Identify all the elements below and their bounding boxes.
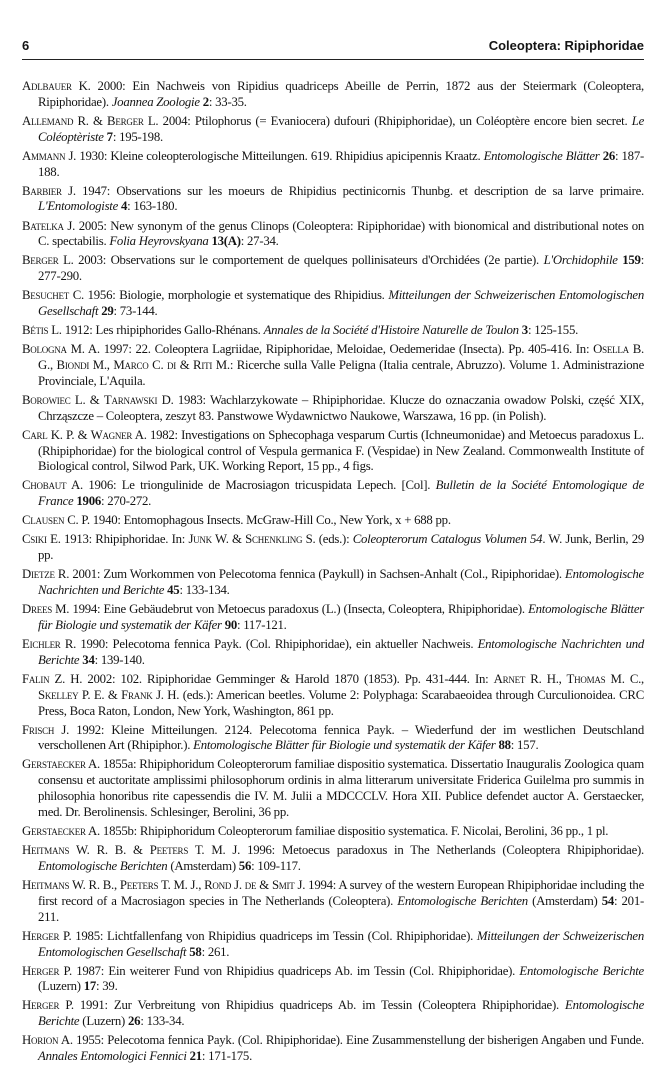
reference-entry xyxy=(22,567,644,599)
reference-text: (eds.): xyxy=(315,532,353,547)
reference-entry xyxy=(22,219,644,251)
author-name: Adlbauer K. xyxy=(22,79,91,93)
journal-title: Joannea Zoologie xyxy=(111,94,203,109)
reference-entry xyxy=(22,637,644,669)
reference-text: 1913: Rhipiphoridae. In: xyxy=(60,532,189,547)
reference-text: 1982: Investigations on Sphecophaga vesparum Curtis (Ichneumonidae) and Metoecus paradoxus L. (Rhipiphoridae) for the biological control of Vespula germanica F. (Vespidae) in New Zealand. Commonwealth Institute of Biological control, Silwod Park, UK. Working Report, 15 pp., 4 figs. xyxy=(38,427,644,474)
journal-title: Entomologische Berichte xyxy=(38,998,645,1029)
author-name: Horion A. xyxy=(22,1033,73,1048)
reference-text: : 133-134. xyxy=(179,583,230,598)
volume-number: 34 xyxy=(82,652,95,667)
reference-text: : 139-140. xyxy=(94,652,145,667)
reference-text: . W. Junk, Berlin, 29 pp. xyxy=(38,532,644,563)
author-name: Frisch J. xyxy=(22,722,70,737)
author-name: Eichler R. xyxy=(22,637,77,651)
reference-text: : 39. xyxy=(96,979,118,994)
author-name: Arnet R. H., Thomas M. C., Skelley P. E. xyxy=(38,671,645,702)
reference-text: : Ricerche sulla Valle Peligna (Italia centrale, Abruzzo). Volume 1. Administrazione Provinciale, L'Aquila. xyxy=(38,358,644,388)
reference-entry xyxy=(22,79,644,111)
reference-text: 1983: Wachlarzykowate – Rhipiphoridae. Klucze do oznaczania owadow Polski, część XIX, Chrząszcze – Coleoptera, zeszyt 83. Panstwowe Wydawnictwo Naukowe, Warszawa, 16 pp. (in Polish). xyxy=(38,392,644,423)
reference-text: (Luzern) xyxy=(38,979,84,994)
author-name: Berger L. xyxy=(22,253,74,268)
journal-title: Entomologische Berichten xyxy=(397,893,528,908)
volume-number: 29 xyxy=(101,304,114,319)
author-name: Wagner A. xyxy=(90,427,147,442)
author-name: Heitmans W. R. B., Peeters T. M. J., Rond J. de xyxy=(22,877,257,892)
author-name: Falin Z. H. xyxy=(22,671,83,686)
reference-text: : 27-34. xyxy=(240,234,279,249)
reference-text: : 125-155. xyxy=(527,323,579,338)
reference-text: & xyxy=(74,427,91,442)
volume-number: 88 xyxy=(498,738,511,753)
reference-entry xyxy=(22,602,644,634)
author-name: Herger P. xyxy=(22,963,72,978)
reference-text: & xyxy=(256,877,272,892)
reference-text: : 73-144. xyxy=(113,304,158,319)
reference-text: 1855a: Rhipiphoridum Coleopterorum familiae dispositio systematica. Dissertatio Inauguralis Zoologica quam consensu et auctoritate amplissimi philosophorum ordinis in alma litterarum universitate Friderica Guilelma pro summis in philosophia honoribus rite capessendis die IV. M. Julii a MDCCCLV. Hora XII. Publice defendet auctor A. Gerstaecker, med. Dr. Berolinensis. Schlesinger, Berolini, 36 pp. xyxy=(38,757,644,819)
journal-title: Entomologische Blätter für Biologie und systematik der Käfer xyxy=(193,738,499,753)
reference-text: 1930: Kleine coleopterologische Mitteilungen. 619. Rhipidius apicipennis Kraatz. xyxy=(76,148,484,163)
author-name: Herger P. xyxy=(22,998,74,1013)
reference-text: 1906: Le triongulinide de Macrosiagon tricuspidata Lepech. [Col]. xyxy=(82,478,436,493)
reference-text: 2001: Zum Workommen von Pelecotoma fennica (Paykull) in Sachsen-Anhalt (Col., Ripiphoridae). xyxy=(69,567,566,582)
reference-entry xyxy=(22,342,644,390)
reference-entry xyxy=(22,288,644,320)
author-name: Bologna M. A. xyxy=(22,342,100,357)
reference-text: 1956: Biologie, morphologie et systematique des Rhipidius. xyxy=(83,288,389,303)
reference-text: 2005: New synonym of the genus Clinops (Coleoptera: Ripiphoridae) with bionomical and distributional notes on C. spectabilis. xyxy=(38,218,644,249)
journal-title: Mitteilungen der Schweizerischen Entomologischen Gesellschaft xyxy=(38,288,644,319)
journal-title: Entomologische Blätter xyxy=(483,148,603,163)
volume-number: 54 xyxy=(601,893,615,908)
reference-text: : 33-35. xyxy=(208,94,247,109)
reference-text: : 187-188. xyxy=(38,148,644,179)
reference-text: 1992: Kleine Mitteilungen. 2124. Pelecotoma fennica Payk. – Wiederfund der im westlichen Deutschland verschollenen Art (Rhipiphor.). xyxy=(38,722,644,753)
running-title: Coleoptera: Ripiphoridae xyxy=(488,38,644,53)
author-name: Herger P. xyxy=(22,928,72,943)
reference-text: & xyxy=(176,358,194,372)
volume-number: 56 xyxy=(238,858,252,873)
author-name: Allemand R. xyxy=(22,113,89,128)
reference-entry xyxy=(22,757,644,820)
author-name: Besuchet C. xyxy=(22,288,84,303)
author-name: Schenkling S. xyxy=(245,532,316,547)
volume-number: 4 xyxy=(121,199,128,214)
reference-text: : 163-180. xyxy=(127,199,178,214)
reference-entry xyxy=(22,428,644,476)
volume-number: 26 xyxy=(128,1014,141,1029)
volume-number: 1906 xyxy=(76,494,101,509)
reference-text: : 109-117. xyxy=(251,858,301,873)
reference-text: : 270-272. xyxy=(101,494,152,509)
reference-text: (Luzern) xyxy=(79,1014,129,1029)
journal-title: Mitteilungen der Schweizerischen Entomologischen Gesellschaft xyxy=(38,928,644,959)
author-name: Junk W. xyxy=(188,532,229,547)
page-number: 6 xyxy=(22,38,30,53)
volume-number: 7 xyxy=(106,129,113,144)
volume-number: 21 xyxy=(189,1049,202,1064)
author-name: Barbier J. xyxy=(22,183,76,198)
reference-text: : 157. xyxy=(510,738,539,753)
reference-text: (Amsterdam) xyxy=(527,893,602,908)
journal-title: Annales de la Société d'Histoire Naturelle de Toulon xyxy=(263,323,522,338)
journal-title: Entomologische Berichte xyxy=(519,963,644,978)
reference-entry xyxy=(22,998,644,1030)
volume-number: 2 xyxy=(202,94,209,109)
journal-title: Folia Heyrovskyana xyxy=(109,234,212,249)
reference-text: 1947: Observations sur les moeurs de Rhipidius pectinicornis Thunbg. et description de sa larve primaire. xyxy=(75,183,645,198)
reference-entry xyxy=(22,114,644,146)
reference-text: 2004: Ptilophorus (= Evaniocera) dufouri (Rhipiphoridae), un Coléoptère encore bien secret. xyxy=(158,113,632,128)
journal-title: Entomologische Nachrichten und Berichte xyxy=(38,637,645,667)
author-name: Drees M. xyxy=(22,602,70,617)
reference-text: 1991: Zur Verbreitung von Rhipidius quadriceps Ab. im Tessin (Coleoptera Rhipiphoridae). xyxy=(73,998,566,1013)
reference-text: 2003: Observations sur le comportement de quelques pollinisateurs d'Orchidées (2e partie). xyxy=(73,253,544,268)
author-name: Frank J. H. xyxy=(121,687,180,702)
author-name: Ammann J. xyxy=(22,148,77,163)
reference-text: : 117-121. xyxy=(237,617,287,632)
reference-text: 1994: A survey of the western European Rhipiphoridae including the first record of a Macrosiagon species in The Netherlands (Coleoptera). xyxy=(38,877,644,908)
header-rule xyxy=(22,59,644,60)
reference-text: 1855b: Rhipiphoridum Coleopterorum familiae dispositio systematica. F. Nicolai, Berolini, 36 pp., 1 pl. xyxy=(99,824,609,839)
reference-text: : 277-290. xyxy=(38,253,644,284)
reference-list xyxy=(22,79,644,1068)
reference-entry xyxy=(22,184,644,216)
author-name: Riti M. xyxy=(193,358,230,372)
volume-number: 90 xyxy=(224,617,237,632)
reference-text: 1997: 22. Coleoptera Lagriidae, Ripiphoridae, Meloidae, Oedemeridae (Insecta). Pp. 405-416. In: xyxy=(99,342,594,357)
reference-text: 1985: Lichtfallenfang von Rhipidius quadriceps im Tessin (Col. Rhipiphoridae). xyxy=(71,928,477,943)
journal-title: Bulletin de la Société Entomologique de France xyxy=(38,478,645,509)
reference-text: 2000: Ein Nachweis von Ripidius quadriceps Abeille de Perrin, 1872 aus der Steiermark (Coleoptera, Ripiphoridae). xyxy=(38,79,644,109)
reference-entry xyxy=(22,824,644,840)
reference-text: 2002: 102. Ripiphoridae Gemminger & Harold 1870 (1853). Pp. 431-444. In: xyxy=(82,671,494,686)
author-name: Batelka J. xyxy=(22,218,76,233)
author-name: Csiki E. xyxy=(22,532,61,547)
reference-entry xyxy=(22,253,644,285)
reference-text: : 133-34. xyxy=(140,1014,185,1029)
volume-number: 45 xyxy=(167,583,180,598)
volume-number: 3 xyxy=(521,323,528,338)
journal-title: Annales Entomologici Fennici xyxy=(38,1049,190,1064)
author-name: Gerstaecker A. xyxy=(22,824,100,839)
journal-title: L'Entomologiste xyxy=(38,199,121,214)
reference-text: : 195-198. xyxy=(112,129,163,144)
author-name: Heitmans W. R. B. xyxy=(22,843,127,858)
reference-text: 1990: Pelecotoma fennica Payk. (Col. Rhipiphoridae), ein aktueller Nachweis. xyxy=(76,637,478,651)
author-name: Chobaut A. xyxy=(22,478,83,493)
reference-text: & xyxy=(104,687,122,702)
author-name: Carl K. P. xyxy=(22,427,75,442)
reference-text: (eds.): American beetles. Volume 2: Polyphaga: Scarabaeoidea through Curculionoidea. CRC Press, Boca Raton, London, New York, Washington, 861 pp. xyxy=(38,687,644,718)
author-name: Smit J. xyxy=(271,877,306,892)
reference-entry xyxy=(22,149,644,181)
author-name: Borowiec L. xyxy=(22,392,86,407)
reference-entry xyxy=(22,929,644,961)
reference-text: : 261. xyxy=(201,944,230,959)
reference-entry xyxy=(22,723,644,755)
journal-title: Entomologische Berichten xyxy=(38,858,168,873)
journal-title: Entomologische Nachrichten und Berichte xyxy=(38,567,644,598)
reference-entry xyxy=(22,1033,644,1065)
author-name: Berger L. xyxy=(107,113,159,128)
reference-text: 1940: Entomophagous Insects. McGraw-Hill Co., New York, x + 688 pp. xyxy=(89,513,451,528)
author-name: Gerstaecker A. xyxy=(22,757,100,772)
volume-number: 26 xyxy=(602,148,616,163)
author-name: Osella B. G., Biondi M., Marco C. di xyxy=(38,342,644,372)
author-name: Dietze R. xyxy=(22,567,70,582)
journal-title: Coleopterorum Catalogus Volumen 54 xyxy=(352,532,543,547)
reference-text: 1996: Metoecus paradoxus in The Netherlands (Coleoptera Rhipiphoridae). xyxy=(240,843,644,858)
volume-number: 58 xyxy=(189,944,202,959)
author-name: Bétis L. xyxy=(22,323,62,338)
reference-text: (Amsterdam) xyxy=(167,858,239,873)
reference-text: 1994: Eine Gebäudebrut von Metoecus paradoxus (L.) (Insecta, Coleoptera, Rhipiphoridae). xyxy=(69,602,529,617)
reference-text: 1955: Pelecotoma fennica Payk. (Col. Rhipiphoridae). Eine Zusammenstellung der bisherigen Angaben und Funde. xyxy=(72,1033,644,1048)
reference-text: & xyxy=(85,392,104,407)
reference-text: & xyxy=(88,113,108,128)
reference-entry xyxy=(22,672,644,720)
reference-text: & xyxy=(228,532,246,547)
reference-text: 1987: Ein weiterer Fund von Rhipidius quadriceps Ab. im Tessin (Col. Rhipiphoridae). xyxy=(71,963,520,978)
reference-entry xyxy=(22,878,644,926)
reference-entry xyxy=(22,393,644,425)
author-name: Peeters T. M. J. xyxy=(149,843,241,858)
journal-title: Entomologische Blätter für Biologie und systematik der Käfer xyxy=(38,602,644,632)
reference-entry xyxy=(22,843,644,875)
reference-entry xyxy=(22,964,644,996)
author-name: Tarnawski D. xyxy=(103,392,174,407)
volume-number: 13(A) xyxy=(211,234,241,249)
reference-entry xyxy=(22,532,644,564)
volume-number: 17 xyxy=(83,979,97,994)
reference-entry xyxy=(22,478,644,510)
author-name: Clausen C. P. xyxy=(22,513,90,528)
volume-number: 159 xyxy=(622,253,641,268)
reference-entry xyxy=(22,513,644,529)
journal-title: L'Orchidophile xyxy=(543,253,623,268)
journal-title: Le Coléoptèriste xyxy=(38,113,645,144)
reference-entry xyxy=(22,323,644,339)
reference-text: : 201-211. xyxy=(38,893,644,924)
reference-text: & xyxy=(126,843,150,858)
reference-text: : 171-175. xyxy=(201,1049,253,1064)
page-header xyxy=(22,38,644,58)
reference-text: 1912: Les rhipiphorides Gallo-Rhénans. xyxy=(61,323,264,338)
